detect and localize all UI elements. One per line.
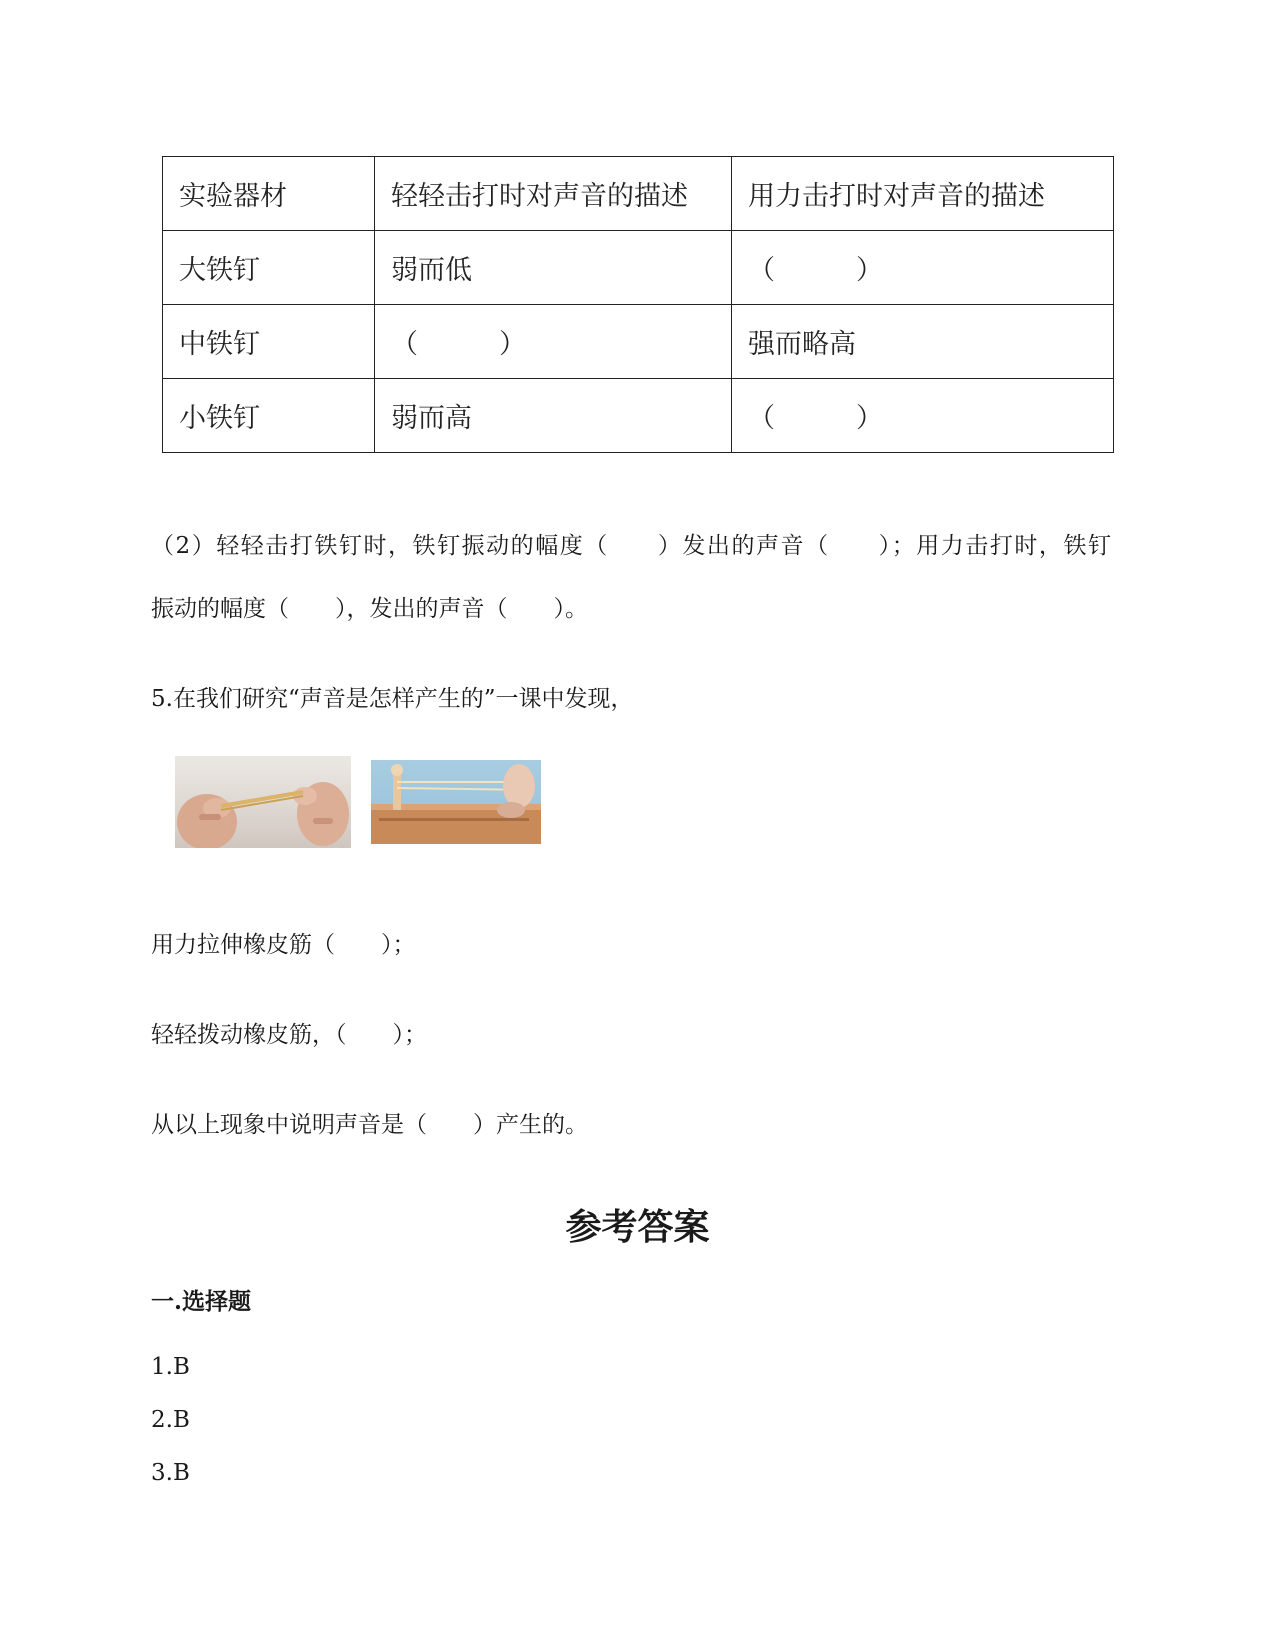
table-cell: 弱而低 [375, 231, 732, 305]
answer-key-title: 参考答案 [565, 1206, 710, 1248]
question-4-part2-line1: （2）轻轻击打铁钉时，铁钉振动的幅度（ ）发出的声音（ ）；用力击打时，铁钉 [151, 533, 1111, 559]
answer-item: 1.B [151, 1354, 190, 1380]
table-cell: 中铁钉 [163, 305, 375, 379]
experiment-table [162, 156, 1114, 453]
question-5-line1: 用力拉伸橡皮筋（ ）； [151, 932, 416, 958]
table-row [163, 379, 1114, 453]
rubber-band-stretch-photo [175, 756, 351, 848]
table-row [163, 231, 1114, 305]
table-cell: 大铁钉 [163, 231, 375, 305]
table-cell: 强而略高 [732, 305, 1114, 379]
rubber-band-box-photo [371, 760, 541, 844]
answer-item: 3.B [151, 1460, 190, 1486]
question-5-line2: 轻轻拨动橡皮筋，（ ）； [151, 1022, 427, 1048]
table-header-cell: 用力击打时对声音的描述 [732, 157, 1114, 231]
table-cell: 弱而高 [375, 379, 732, 453]
answer-section-heading: 一.选择题 [151, 1288, 252, 1315]
table-cell: 小铁钉 [163, 379, 375, 453]
question-5-stem: 5.在我们研究“声音是怎样产生的”一课中发现， [151, 686, 634, 712]
table-header-cell: 轻轻击打时对声音的描述 [375, 157, 732, 231]
answer-item: 2.B [151, 1407, 190, 1433]
table-cell: （ ） [732, 379, 1114, 453]
question-5-line3: 从以上现象中说明声音是（ ）产生的。 [151, 1112, 588, 1138]
table-header-row [163, 157, 1114, 231]
table-cell: （ ） [732, 231, 1114, 305]
table-row [163, 305, 1114, 379]
table-cell: （ ） [375, 305, 732, 379]
table-header-cell: 实验器材 [163, 157, 375, 231]
question-4-part2-line2: 振动的幅度（ ），发出的声音（ ）。 [151, 596, 588, 622]
